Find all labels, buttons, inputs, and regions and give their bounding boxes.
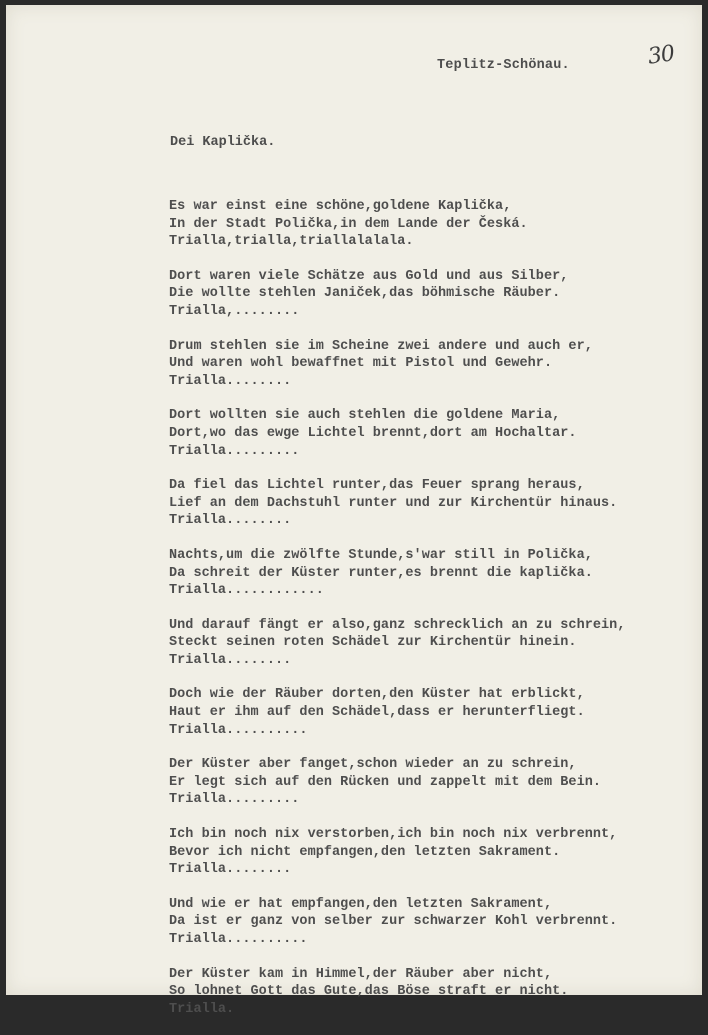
verse-line: Haut er ihm auf den Schädel,dass er herunterfliegt. (169, 705, 585, 721)
verse-line: Er legt sich auf den Rücken und zappelt mit dem Bein. (169, 774, 602, 790)
stanza (169, 407, 689, 460)
stanza (169, 966, 689, 1019)
verse-line: Bevor ich nicht empfangen,den letzten Sakrament. (169, 844, 561, 860)
stanza (169, 686, 689, 739)
stanza (169, 338, 689, 391)
verse-line: Und darauf fängt er also,ganz schrecklich an zu schrein, (169, 617, 626, 633)
verse-line: Nachts,um die zwölfte Stunde,s'war still in Polička, (169, 547, 593, 563)
verse-line: Lief an dem Dachstuhl runter und zur Kirchentür hinaus. (169, 495, 618, 511)
stanza (169, 268, 689, 321)
refrain-line: Trialla.......... (169, 932, 308, 947)
handwritten-page-number: 30 (646, 41, 676, 70)
song-text (169, 198, 689, 1035)
refrain-line: Trialla........ (169, 373, 292, 389)
verse-line: In der Stadt Polička,in dem Lande der Česká. (169, 216, 528, 232)
refrain-line: Trialla. (169, 1001, 235, 1017)
refrain-line: Trialla,........ (169, 303, 300, 319)
verse-line: Steckt seinen roten Schädel zur Kirchentür hinein. (169, 635, 577, 651)
verse-line: Drum stehlen sie im Scheine zwei andere und auch er, (169, 338, 593, 354)
typed-page (6, 5, 702, 1017)
verse-line: Ich bin noch nix verstorben,ich bin noch nix verbrennt, (169, 827, 618, 843)
refrain-line: Trialla............ (169, 583, 324, 599)
song-title: Dei Kaplička. (170, 135, 276, 150)
refrain-line: Trialla........ (169, 652, 292, 668)
refrain-line: Trialla,trialla,triallalalala. (169, 234, 414, 250)
verse-line: Doch wie der Räuber dorten,den Küster hat erblickt, (169, 687, 585, 703)
refrain-line: Trialla......... (169, 443, 300, 459)
verse-line: Da ist er ganz von selber zur schwarzer Kohl verbrennt. (169, 914, 618, 930)
verse-line: Da fiel das Lichtel runter,das Feuer sprang heraus, (169, 478, 585, 494)
place-heading: Teplitz-Schönau. (437, 58, 570, 73)
verse-line: Es war einst eine schöne,goldene Kaplička, (169, 199, 512, 214)
verse-line: Der Küster kam in Himmel,der Räuber aber nicht, (169, 966, 553, 982)
stanza (169, 617, 689, 670)
verse-line: So lohnet Gott das Gute,das Böse straft er nicht. (169, 984, 569, 1000)
refrain-line: Trialla........ (169, 513, 292, 529)
verse-line: Der Küster aber fanget,schon wieder an zu schrein, (169, 757, 577, 773)
verse-line: Und waren wohl bewaffnet mit Pistol und Gewehr. (169, 356, 553, 372)
refrain-line: Trialla........ (169, 862, 292, 878)
verse-line: Die wollte stehlen Janiček,das böhmische Räuber. (169, 286, 561, 302)
verse-line: Dort waren viele Schätze aus Gold und aus Silber, (169, 268, 569, 284)
stanza (169, 896, 689, 949)
verse-line: Und wie er hat empfangen,den letzten Sakrament, (169, 896, 553, 912)
verse-line: Dort,wo das ewge Lichtel brennt,dort am Hochaltar. (169, 425, 577, 441)
stanza (169, 826, 689, 879)
stanza (169, 756, 689, 809)
refrain-line: Trialla......... (169, 792, 300, 808)
verse-line: Dort wollten sie auch stehlen die goldene Maria, (169, 408, 561, 424)
stanza (169, 198, 689, 251)
stanza (169, 547, 689, 600)
verse-line: Da schreit der Küster runter,es brennt die kaplička. (169, 565, 593, 581)
stanza (169, 477, 689, 530)
refrain-line: Trialla.......... (169, 722, 308, 738)
